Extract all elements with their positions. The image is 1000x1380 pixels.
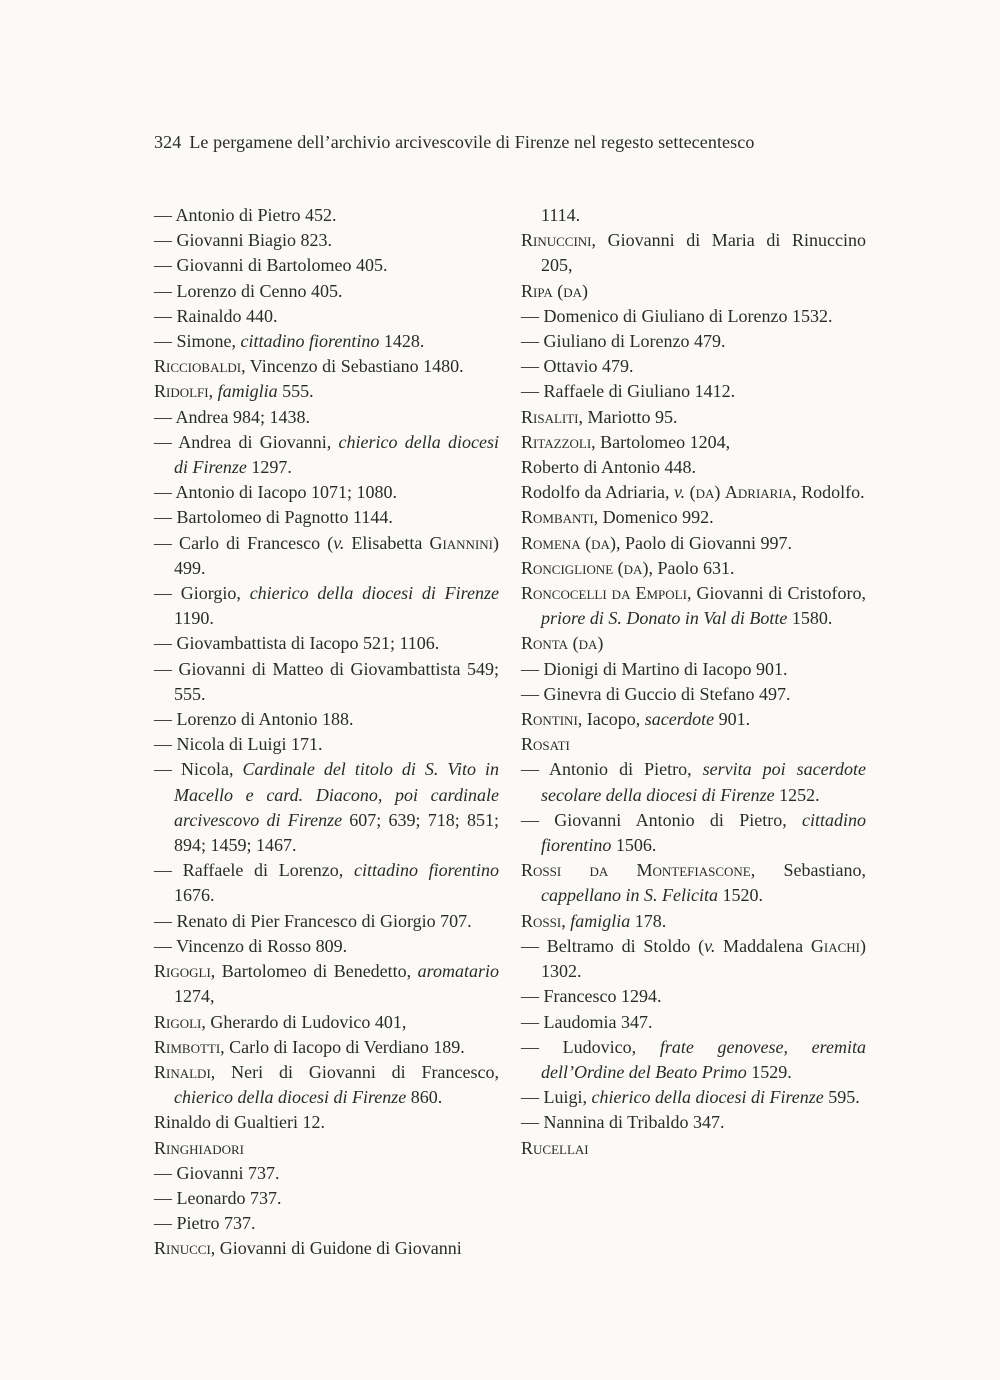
entry-text: — Lorenzo di Antonio 188. — [154, 709, 354, 730]
entry-text: , Carlo di Iacopo di Verdiano 189. — [220, 1036, 465, 1057]
entry-text: — Giorgio, — [154, 583, 250, 604]
entry-surname: da — [591, 532, 610, 553]
index-entry — [521, 757, 866, 807]
entry-surname: Ripa — [521, 280, 553, 301]
entry-text: ( — [685, 482, 696, 503]
entry-surname: Rosati — [521, 734, 570, 755]
entry-text: 1274, — [174, 986, 215, 1007]
entry-text: 595. — [823, 1087, 860, 1108]
entry-italic-text: v. — [333, 532, 345, 553]
entry-text: , Rodolfo. — [792, 482, 865, 503]
entry-italic-text: chierico della diocesi di Firenze — [174, 431, 499, 478]
entry-text: — Nicola, — [154, 759, 243, 780]
entry-text: — Giovanni di Bartolomeo 405. — [154, 255, 388, 276]
entry-text: 607; 639; 718; 851; 894; 1459; 1467. — [174, 809, 499, 856]
entry-text: — Rainaldo 440. — [154, 305, 278, 326]
entry-surname: da — [578, 633, 598, 654]
index-entry — [521, 581, 866, 631]
entry-italic-text: frate genovese, eremita dell’Ordine del Beato Primo — [541, 1036, 866, 1082]
index-entry — [521, 1010, 866, 1035]
entry-italic-text: famiglia — [217, 381, 278, 402]
entry-text: — Raffaele di Lorenzo, — [154, 860, 354, 881]
entry-surname: Adriaria — [724, 482, 793, 503]
index-entry — [154, 757, 499, 858]
index-entry — [154, 505, 499, 530]
entry-surname: da — [563, 280, 583, 301]
entry-text: — Domenico di Giuliano di Lorenzo 1532. — [521, 305, 833, 326]
entry-text: , Vincenzo di Sebastiano 1480. — [241, 356, 464, 377]
index-entry — [521, 682, 866, 707]
entry-text: ) 1302. — [541, 935, 866, 982]
index-entry — [521, 304, 866, 329]
entry-surname: da — [695, 482, 715, 503]
entry-text: Rinaldo di Gualtieri 12. — [154, 1112, 325, 1133]
entry-text: — Bartolomeo di Pagnotto 1144. — [154, 507, 393, 528]
entry-text: ), Paolo di Giovanni 997. — [609, 532, 792, 553]
entry-text: Elisabetta — [344, 532, 430, 553]
entry-text: — Laudomia 347. — [521, 1011, 653, 1032]
entry-text: ( — [580, 532, 592, 553]
entry-italic-text: Cardinale del titolo di S. Vito in Macello e card. Diacono, poi cardinale arcivescovo di Firenze — [174, 759, 499, 830]
entry-italic-text: sacerdote — [644, 709, 715, 730]
entry-text: — Giovanni Biagio 823. — [154, 230, 332, 251]
index-entry — [521, 707, 866, 732]
entry-surname: Rossi da Montefiascone — [521, 860, 751, 881]
running-header — [154, 132, 854, 153]
index-entry — [521, 279, 866, 304]
index-entry — [154, 657, 499, 707]
entry-surname: Ringhiadori — [154, 1137, 244, 1158]
entry-text: ) — [714, 482, 725, 503]
entry-text: — Pietro 737. — [154, 1213, 256, 1234]
entry-text: 1114. — [541, 205, 581, 225]
entry-surname: Ritazzoli — [521, 431, 592, 452]
index-entry — [521, 505, 866, 530]
index-entry — [521, 455, 866, 480]
entry-surname: Rimbotti — [154, 1036, 221, 1057]
index-entry — [154, 480, 499, 505]
index-entry — [154, 707, 499, 732]
entry-text: Maddalena — [715, 935, 811, 956]
entry-text: ( — [552, 280, 564, 301]
entry-text: — Antonio di Pietro, — [521, 759, 703, 780]
index-entry — [521, 858, 866, 908]
index-entry — [521, 480, 866, 505]
entry-surname: Rossi — [521, 910, 562, 931]
index-entry — [521, 934, 866, 984]
entry-surname: Rombanti — [521, 507, 594, 528]
entry-text: ( — [568, 633, 579, 654]
entry-text: ( — [613, 557, 624, 578]
index-entry — [154, 959, 499, 1009]
entry-italic-text: cittadino fiorentino — [353, 860, 499, 881]
entry-text: , Giovanni di Guidone di Giovanni — [210, 1238, 462, 1259]
entry-text: — Renato di Pier Francesco di Giorgio 707. — [154, 910, 472, 931]
entry-surname: Rigoli — [154, 1011, 202, 1032]
index-entry — [154, 329, 499, 354]
index-entry — [521, 631, 866, 656]
index-entry — [521, 732, 866, 757]
index-entry — [521, 984, 866, 1009]
entry-text: Rodolfo da Adriaria, — [521, 482, 674, 503]
entry-surname: Romena — [521, 532, 581, 553]
index-entry — [154, 631, 499, 656]
index-entry — [154, 531, 499, 581]
index-entry — [154, 858, 499, 908]
entry-surname: Roncocelli da Empoli — [521, 583, 687, 604]
entry-text: — Antonio di Pietro 452. — [154, 205, 337, 225]
entry-surname: Ronciglione — [521, 557, 614, 578]
page-number: 324 — [154, 132, 182, 152]
entry-text: 860. — [406, 1087, 443, 1108]
index-entry — [521, 531, 866, 556]
index-entry — [154, 581, 499, 631]
entry-surname: Rinaldi — [154, 1061, 211, 1082]
index-entry — [154, 1010, 499, 1035]
entry-italic-text: v. — [673, 482, 686, 503]
entry-text: ), Paolo 631. — [642, 557, 735, 578]
entry-text: — Giovanni di Matteo di Giovambattista 549; 555. — [154, 658, 499, 704]
entry-text: — Raffaele di Giuliano 1412. — [521, 381, 736, 402]
index-entry — [521, 808, 866, 858]
entry-text: , Gherardo di Ludovico 401, — [201, 1011, 407, 1032]
entry-text: — Luigi, — [521, 1087, 592, 1108]
index-entry — [521, 657, 866, 682]
entry-italic-text: aromatario — [417, 961, 499, 982]
entry-surname: Rucellai — [521, 1137, 589, 1158]
entry-surname: Rinucci — [154, 1238, 211, 1259]
entry-text: 901. — [714, 709, 751, 730]
entry-surname: Ricciobaldi — [154, 356, 242, 377]
index-entry — [521, 1085, 866, 1110]
entry-text: — Dionigi di Martino di Iacopo 901. — [521, 658, 788, 679]
entry-text: 1506. — [611, 835, 657, 856]
index-entry — [154, 304, 499, 329]
entry-text: , — [208, 381, 218, 402]
entry-text: 1428. — [379, 331, 425, 352]
entry-text: 1529. — [746, 1061, 792, 1082]
index-column-right — [521, 203, 866, 1161]
entry-text: — Lorenzo di Cenno 405. — [154, 280, 343, 301]
entry-text: — Nannina di Tribaldo 347. — [521, 1112, 725, 1133]
entry-text: , — [561, 910, 571, 931]
entry-text: 1297. — [246, 457, 292, 478]
entry-italic-text: cittadino fiorentino — [541, 809, 866, 856]
entry-text: — Nicola di Luigi 171. — [154, 734, 323, 755]
entry-text: , Bartolomeo 1204, — [591, 431, 731, 452]
entry-surname: Rigogli — [154, 961, 211, 982]
entry-italic-text: priore di S. Donato in Val di Botte — [541, 608, 788, 629]
index-entry — [521, 430, 866, 455]
index-entry — [521, 1035, 866, 1085]
entry-text: 178. — [630, 910, 667, 931]
index-entry — [154, 1060, 499, 1110]
index-entry — [521, 1136, 866, 1161]
entry-surname: Ridolfi — [154, 381, 209, 402]
index-entry — [154, 405, 499, 430]
index-entry — [521, 228, 866, 278]
entry-text: — Ginevra di Guccio di Stefano 497. — [521, 683, 791, 704]
index-entry — [154, 934, 499, 959]
entry-text: Roberto di Antonio 448. — [521, 457, 696, 478]
index-entry — [154, 1035, 499, 1060]
index-entry — [154, 1136, 499, 1161]
entry-text: , Mariotto 95. — [578, 406, 678, 427]
index-entry — [154, 253, 499, 278]
entry-text: , Giovanni di Cristoforo, — [686, 583, 866, 604]
entry-italic-text: chierico della diocesi di Firenze — [174, 1087, 407, 1108]
entry-text: — Leonardo 737. — [154, 1187, 282, 1208]
entry-text: , Iacopo, — [577, 709, 645, 730]
index-entry — [521, 203, 866, 228]
entry-text: 1676. — [174, 885, 215, 906]
index-entry — [521, 909, 866, 934]
entry-text: , Domenico 992. — [593, 507, 714, 528]
index-entry — [154, 354, 499, 379]
entry-text: 1580. — [787, 608, 833, 629]
index-entry — [521, 556, 866, 581]
entry-text: — Giovanni Antonio di Pietro, — [521, 809, 802, 830]
entry-text: 1520. — [717, 885, 763, 906]
entry-text: , Sebastiano, — [750, 860, 866, 881]
index-entry — [154, 430, 499, 480]
index-entry — [521, 1110, 866, 1135]
entry-text: — Simone, — [154, 331, 241, 352]
entry-italic-text: chierico della diocesi di Firenze — [591, 1087, 824, 1108]
entry-text: ) — [597, 633, 604, 654]
entry-text: — Andrea 984; 1438. — [154, 406, 310, 427]
index-entry — [154, 228, 499, 253]
index-entry — [521, 354, 866, 379]
entry-surname: Giannini — [429, 532, 493, 553]
entry-surname: Rontini — [521, 709, 578, 730]
entry-text: — Francesco 1294. — [521, 986, 662, 1007]
entry-italic-text: cittadino fiorentino — [240, 331, 380, 352]
entry-text: 555. — [277, 381, 314, 402]
index-entry — [154, 909, 499, 934]
entry-text: — Beltramo di Stoldo ( — [521, 935, 705, 956]
entry-text: ) 499. — [174, 532, 499, 578]
entry-text: — Giovanni 737. — [154, 1162, 280, 1183]
entry-text: — Giuliano di Lorenzo 479. — [521, 331, 726, 352]
entry-text: — Vincenzo di Rosso 809. — [154, 935, 348, 956]
entry-italic-text: cappellano in S. Felicita — [541, 885, 718, 906]
entry-surname: Ronta — [521, 633, 569, 654]
index-entry — [521, 379, 866, 404]
entry-text: — Ottavio 479. — [521, 356, 634, 377]
entry-italic-text: chierico della diocesi di Firenze — [249, 583, 499, 604]
index-entry — [154, 1186, 499, 1211]
index-entry — [154, 1110, 499, 1135]
index-entry — [154, 203, 499, 228]
index-entry — [521, 329, 866, 354]
index-entry — [154, 279, 499, 304]
entry-text: , Neri di Giovanni di Francesco, — [210, 1061, 499, 1082]
entry-text: — Andrea di Giovanni, — [154, 431, 339, 452]
entry-text: , Bartolomeo di Benedetto, — [210, 961, 418, 982]
entry-surname: Rinuccini — [521, 230, 592, 251]
entry-text: 1190. — [174, 608, 214, 629]
entry-text: — Ludovico, — [521, 1036, 660, 1057]
entry-text: — Carlo di Francesco ( — [154, 532, 334, 553]
index-entry — [154, 1211, 499, 1236]
entry-text: 1252. — [774, 784, 820, 805]
entry-text: — Antonio di Iacopo 1071; 1080. — [154, 482, 397, 503]
entry-text: , Giovanni di Maria di Rinuccino 205, — [541, 230, 866, 276]
index-entry — [154, 1236, 499, 1261]
index-entry — [154, 379, 499, 404]
entry-surname: Giachi — [810, 935, 860, 956]
index-entry — [154, 732, 499, 757]
index-entry — [521, 405, 866, 430]
entry-italic-text: famiglia — [570, 910, 631, 931]
running-title: Le pergamene dell’archivio arcivescovile di Firenze nel regesto settecentesco — [189, 132, 755, 152]
entry-text: — Giovambattista di Iacopo 521; 1106. — [154, 633, 440, 654]
entry-italic-text: servita poi sacerdote secolare della diocesi di Firenze — [541, 759, 866, 805]
index-column-left — [154, 203, 499, 1262]
entry-text: ) — [582, 280, 589, 301]
index-entry — [154, 1161, 499, 1186]
entry-surname: da — [623, 557, 643, 578]
entry-italic-text: v. — [704, 935, 716, 956]
entry-surname: Risaliti — [521, 406, 579, 427]
